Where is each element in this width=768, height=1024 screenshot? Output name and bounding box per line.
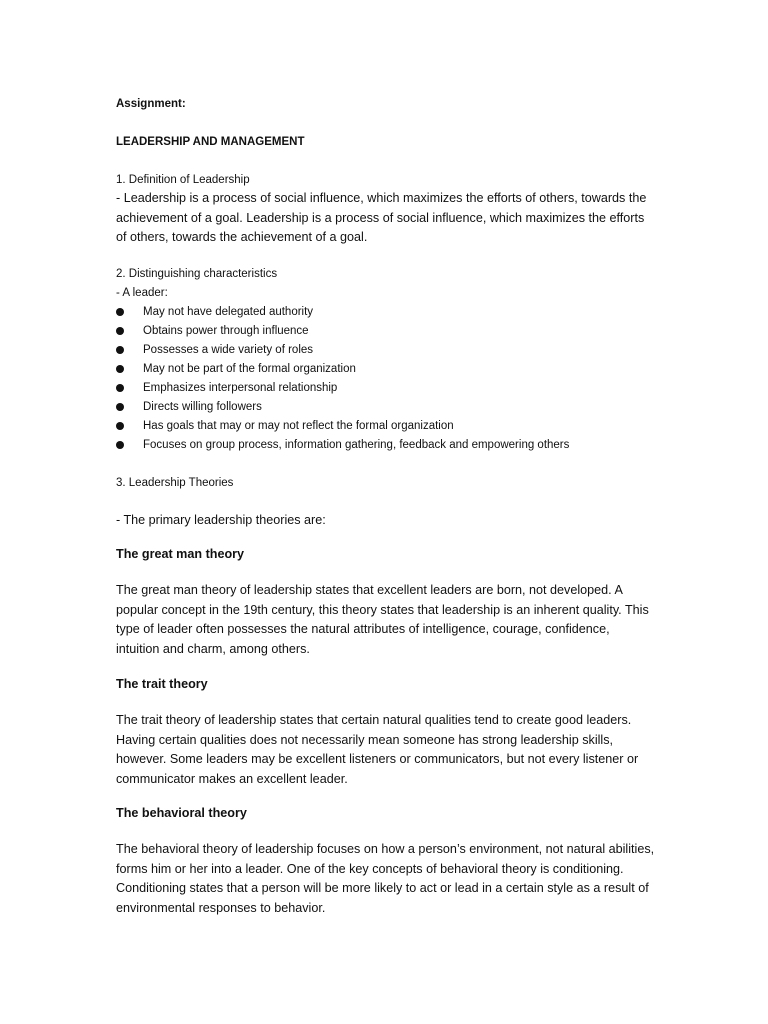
list-item: Obtains power through influence [116, 322, 676, 341]
bullet-icon [116, 365, 124, 373]
list-item: May not have delegated authority [116, 303, 676, 322]
section3-heading: 3. Leadership Theories [116, 477, 234, 489]
assignment-label: Assignment: [116, 98, 186, 110]
list-item: Directs willing followers [116, 398, 676, 417]
theory-text-great-man: The great man theory of leadership states that excellent leaders are born, not developed. A popular concept in the 19th century, this theory states that leadership is an inherent quality. This type of leader often possesses the natural attributes of intelligence, courage, confidence, intuition and charm, among others. [116, 583, 649, 656]
theory-title-great-man: The great man theory [116, 547, 245, 561]
list-item: Has goals that may or may not reflect the formal organization [116, 417, 676, 436]
section2-intro: - A leader: [116, 287, 168, 299]
bullet-icon [116, 403, 124, 411]
list-item: Focuses on group process, information gathering, feedback and empowering others [116, 436, 676, 455]
document-title: LEADERSHIP AND MANAGEMENT [116, 136, 305, 148]
characteristics-list [116, 303, 676, 455]
section1-text: - Leadership is a process of social influence, which maximizes the efforts of others, towards the achievement of a goal. Leadership is a process of social influence, which maximizes the efforts of others, towards the achievement of a goal. [116, 191, 647, 244]
bullet-icon [116, 441, 124, 449]
theory-title-trait: The trait theory [116, 677, 208, 691]
bullet-icon [116, 327, 124, 335]
section2-heading: 2. Distinguishing characteristics [116, 268, 278, 280]
list-item: Possesses a wide variety of roles [116, 341, 676, 360]
section3-intro: - The primary leadership theories are: [116, 513, 326, 527]
theory-text-trait: The trait theory of leadership states that certain natural qualities tend to create good leaders. Having certain qualities does not necessarily mean someone has strong leadership skills, however. Some leaders may be excellent listeners or communicators, but not every listener or communicator makes an excellent leader. [116, 713, 639, 786]
bullet-icon [116, 422, 124, 430]
section1-heading: 1. Definition of Leadership [116, 174, 250, 186]
list-item: Emphasizes interpersonal relationship [116, 379, 676, 398]
theory-title-behavioral: The behavioral theory [116, 806, 247, 820]
bullet-icon [116, 308, 124, 316]
bullet-icon [116, 384, 124, 392]
list-item: May not be part of the formal organization [116, 360, 676, 379]
bullet-icon [116, 346, 124, 354]
theory-text-behavioral: The behavioral theory of leadership focuses on how a person’s environment, not natural abilities, forms him or her into a leader. One of the key concepts of behavioral theory is conditioning. Conditioning states that a person will be more likely to act or lead in a certain style as a result of environmental responses to behavior. [116, 842, 655, 915]
